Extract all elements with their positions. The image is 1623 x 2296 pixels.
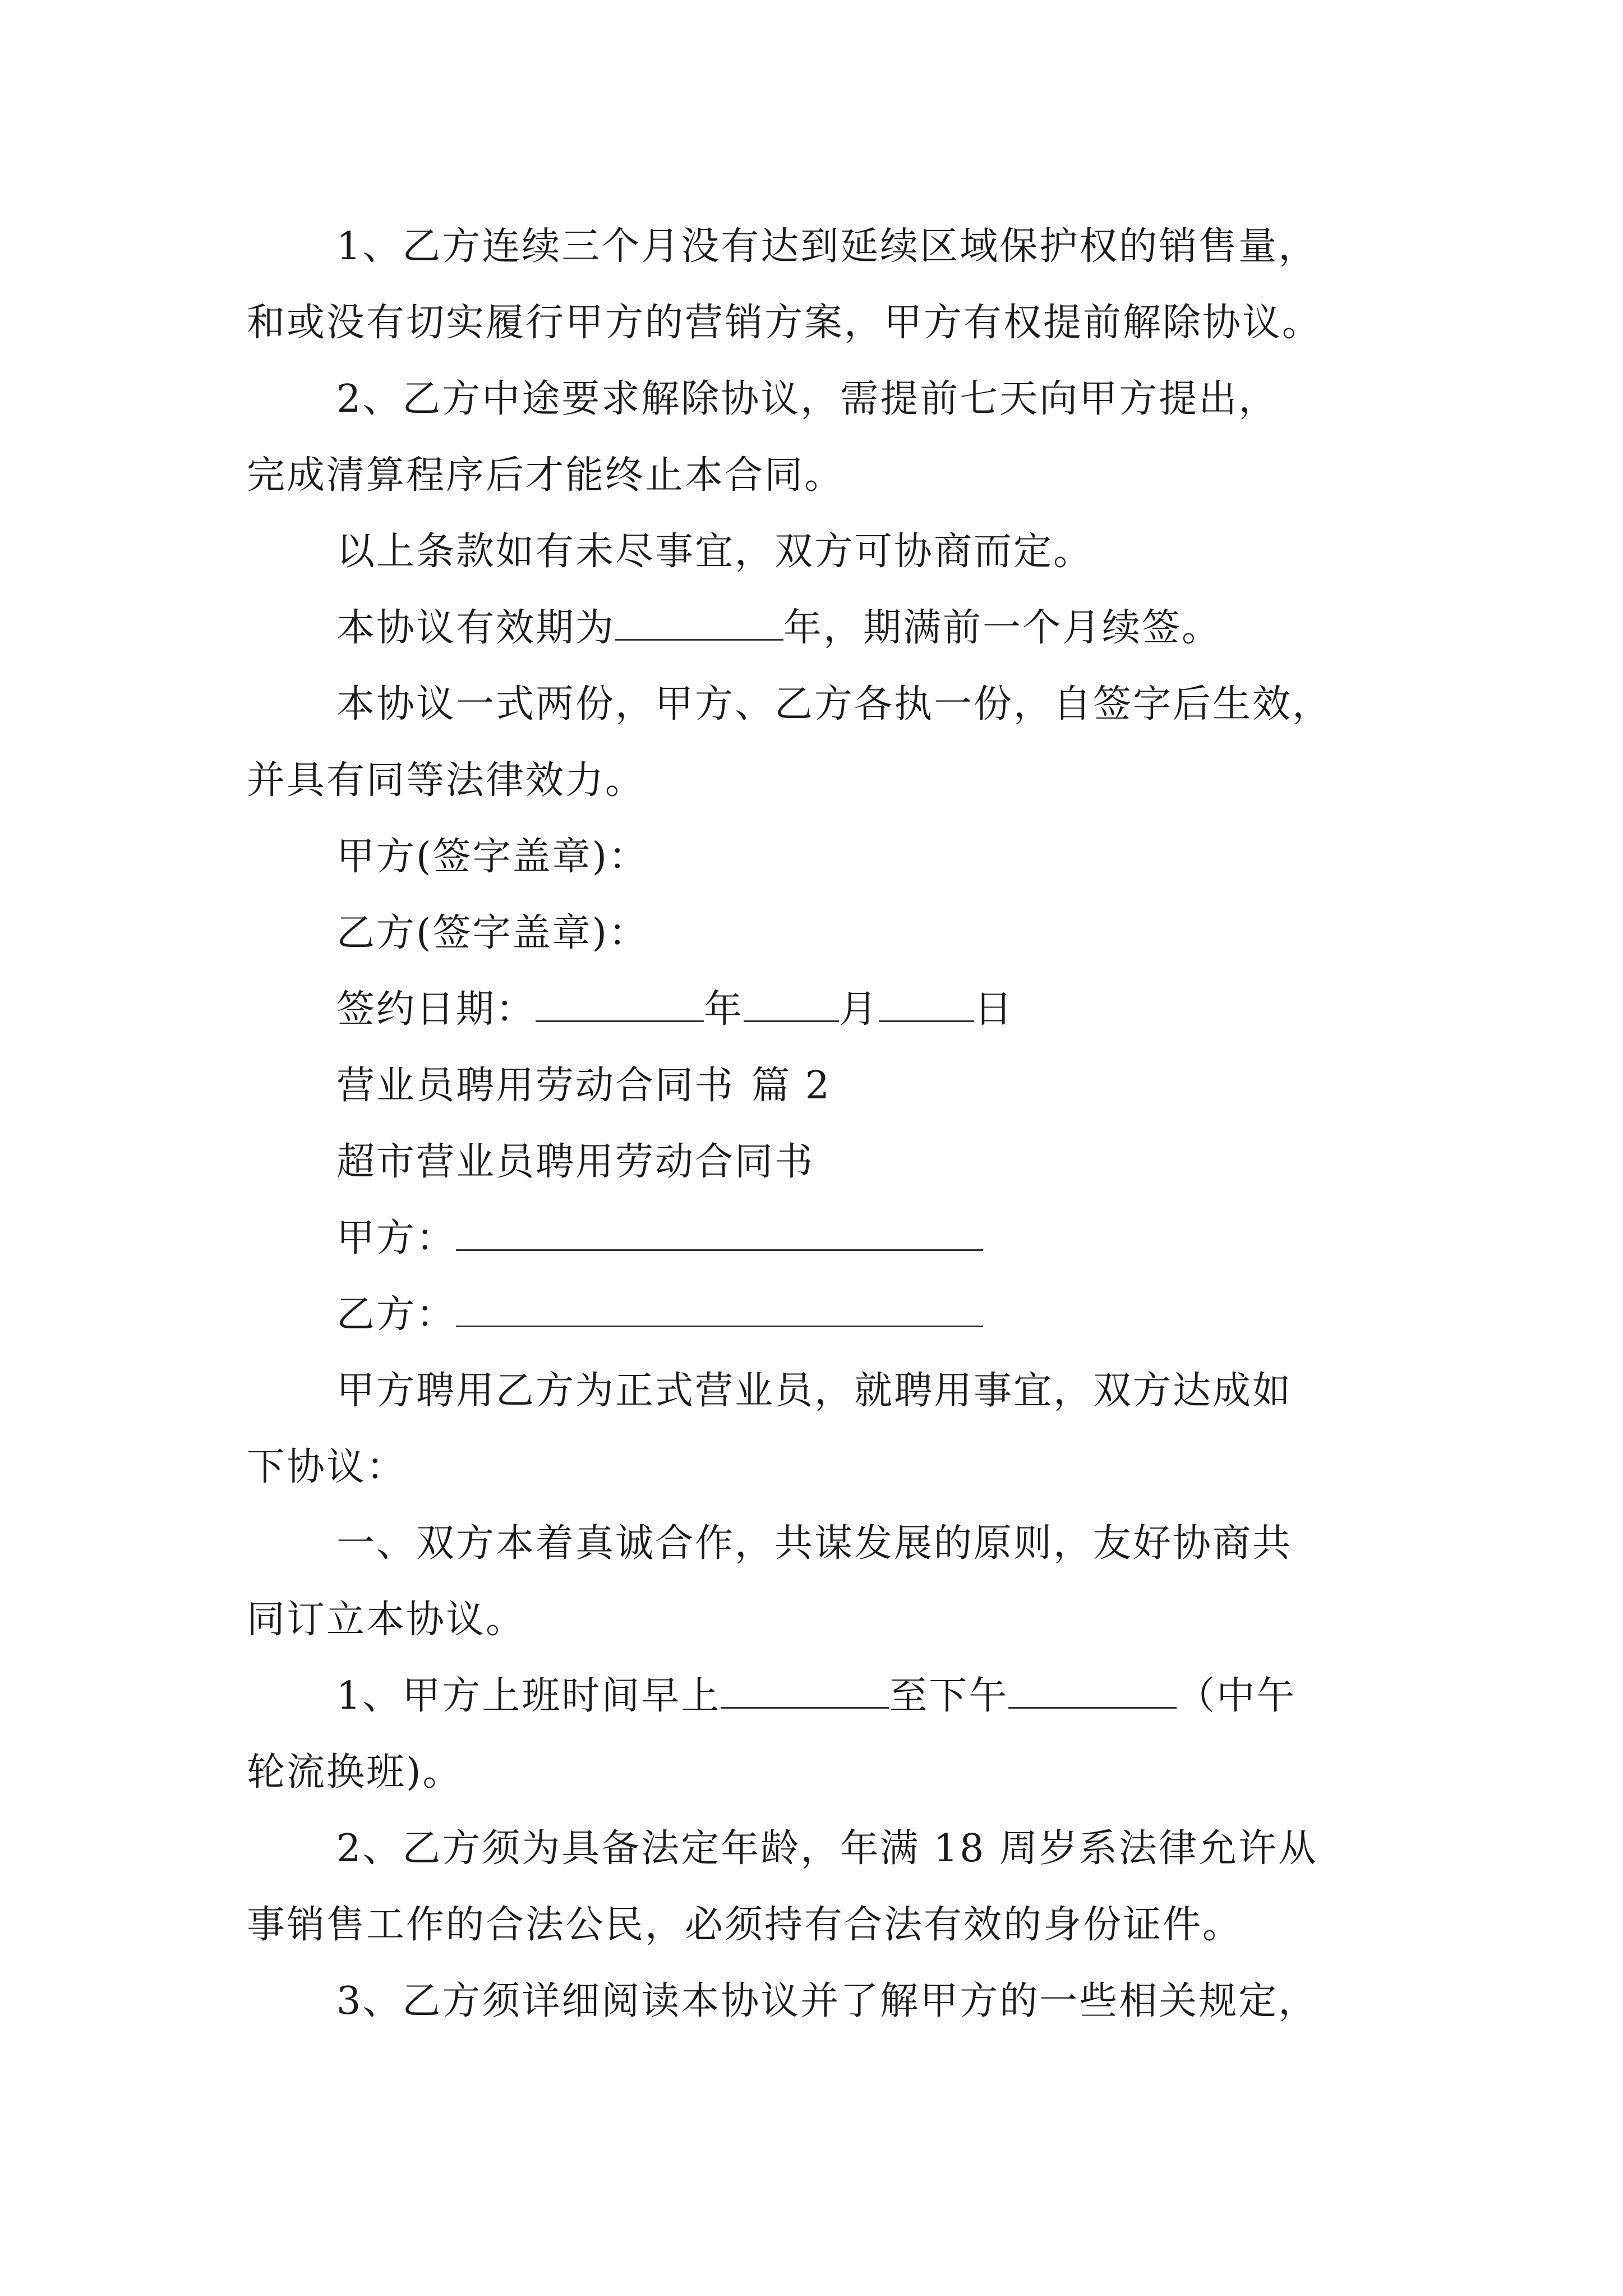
sign-date-line — [247, 972, 1396, 1048]
sign-month-blank — [744, 987, 839, 1022]
validity-suffix: 年，期满前一个月续签。 — [783, 606, 1222, 650]
sign-day-blank — [879, 987, 974, 1022]
paragraph-line: 完成清算程序后才能终止本合同。 — [247, 453, 845, 498]
paragraph-line: 下协议： — [247, 1445, 407, 1489]
section-heading — [247, 1048, 1396, 1124]
sign-year-label: 年 — [704, 987, 744, 1032]
paragraph-line: 轮流换班)。 — [247, 1750, 463, 1795]
paragraph-line: 甲方聘用乙方为正式营业员，就聘用事宜，双方达成如 — [336, 1369, 1293, 1413]
party-a-line — [247, 1200, 1396, 1277]
validity-years-blank — [615, 605, 783, 641]
sign-day-label: 日 — [974, 987, 1015, 1032]
party-a-label: 甲方： — [336, 1216, 457, 1260]
paragraph-line: 同订立本协议。 — [247, 1598, 526, 1642]
end-time-blank — [1008, 1673, 1177, 1709]
work-hours-suffix: （中午 — [1177, 1674, 1297, 1718]
work-hours-prefix: 1、甲方上班时间早上 — [336, 1674, 721, 1718]
party-b-blank — [456, 1292, 983, 1327]
section-title: 营业员聘用劳动合同书 — [336, 1064, 735, 1108]
paragraph-line: 以上条款如有未尽事宜，双方可协商而定。 — [336, 530, 1094, 574]
validity-prefix: 本协议有效期为 — [336, 606, 616, 650]
paragraph-line: 2、乙方须为具备法定年龄，年满 18 周岁系法律允许从 — [336, 1826, 1318, 1871]
sign-date-label: 签约日期： — [336, 987, 536, 1032]
document-body — [247, 209, 1396, 2040]
contract-title: 超市营业员聘用劳动合同书 — [336, 1140, 815, 1184]
paragraph-line: 和或没有切实履行甲方的营销方案，甲方有权提前解除协议。 — [247, 301, 1322, 345]
validity-line — [247, 590, 1396, 666]
work-hours-middle: 至下午 — [889, 1674, 1009, 1718]
sign-year-blank — [536, 987, 704, 1022]
party-a-signature: 甲方(签字盖章)： — [336, 835, 649, 879]
section-label: 篇 2 — [751, 1064, 831, 1108]
paragraph-line: 一、双方本着真诚合作，共谋发展的原则，友好协商共 — [336, 1521, 1293, 1566]
party-a-blank — [456, 1216, 983, 1251]
party-b-signature: 乙方(签字盖章)： — [336, 911, 649, 955]
paragraph-line: 本协议一式两份，甲方、乙方各执一份，自签字后生效， — [336, 682, 1332, 726]
paragraph-line: 2、乙方中途要求解除协议，需提前七天向甲方提出， — [336, 377, 1279, 421]
paragraph-line: 1、乙方连续三个月没有达到延续区域保护权的销售量， — [336, 224, 1318, 269]
party-b-label: 乙方： — [336, 1292, 457, 1337]
paragraph-line: 并具有同等法律效力。 — [247, 758, 645, 803]
start-time-blank — [721, 1673, 889, 1709]
sign-month-label: 月 — [839, 987, 879, 1032]
paragraph-line: 事销售工作的合法公民，必须持有合法有效的身份证件。 — [247, 1903, 1243, 1947]
work-hours-line — [247, 1658, 1396, 1734]
party-b-line — [247, 1277, 1396, 1353]
paragraph-line: 3、乙方须详细阅读本协议并了解甲方的一些相关规定， — [336, 1979, 1318, 2023]
